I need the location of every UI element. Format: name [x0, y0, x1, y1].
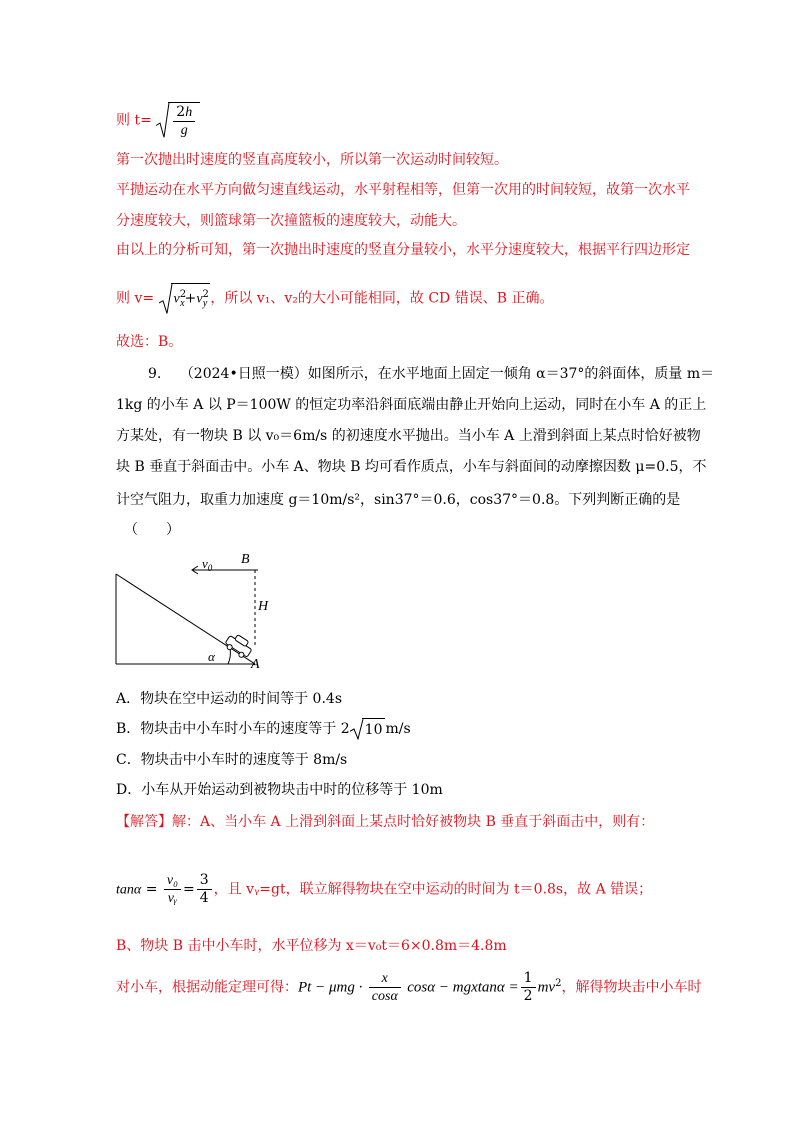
option-b-suffix: m/s: [385, 721, 411, 737]
para-line4: 由以上的分析可知，第一次抛出时速度的竖直分量较小，水平分速度较大，根据平行四边形定: [116, 242, 690, 258]
eq-part3-sup: 2: [555, 977, 562, 989]
label-A: A: [251, 657, 260, 672]
label-B: B: [241, 552, 250, 567]
question-paren: （ ）: [124, 522, 180, 538]
question-line4: 块 B 垂直于斜面击中。小车 A、物块 B 均可看作质点，小车与斜面间的动摩擦因数 μ=0.5，不: [116, 459, 707, 475]
option-c: C．物块击中小车时的速度等于 8m/s: [116, 752, 348, 768]
option-b-prefix: B．物块击中小车时小车的速度等于 2: [116, 721, 350, 737]
sqrt-num: 2: [176, 104, 186, 120]
answer-line: 故选：B。: [116, 334, 183, 350]
eq-part2: cosα − mgxtanα =: [407, 979, 519, 996]
eq2: =: [182, 881, 195, 898]
sqrt-vx-vy: [159, 283, 211, 314]
question-line3: 方某处，有一物块 B 以 v₀＝6m/s 的初速度水平抛出。当小车 A 上滑到斜面上某点时恰好被物: [116, 428, 701, 444]
solution-s2-rest: ，且 vᵧ=gt，联立解得物块在空中运动的时间为 t＝0.8s，故 A 错误；: [213, 881, 653, 898]
label-v0: $v_0$: [202, 556, 213, 573]
ze-v-prefix: 则 v: [116, 290, 143, 307]
radical-sign-icon: [156, 102, 170, 139]
vx: v: [173, 291, 180, 307]
question-line2: 1kg 的小车 A 以 P＝100W 的恒定功率沿斜面底端由静止开始向上运动，同时在小车 A 的正上: [116, 397, 707, 413]
option-b: [116, 718, 411, 740]
eq-part3: mv: [537, 979, 556, 996]
option-a: A．物块在空中运动的时间等于 0.4s: [116, 691, 343, 707]
question-p1: （2024•日照一模）如图所示，在水平地面上固定一倾角 α＝37°的斜面体，质量 m＝: [179, 366, 715, 382]
sqrt-2h-over-g: [156, 102, 200, 139]
eq-frac-den: cosα: [371, 989, 398, 1004]
option-d: D．小车从开始运动到被物块击中时的位移等于 10m: [116, 782, 443, 798]
solution-line3: B、物块 B 击中小车时，水平位移为 x＝v₀t＝6×0.8m＝4.8m: [116, 938, 507, 954]
para-line5: [116, 283, 553, 314]
solution-s4-prefix: 对小车，根据动能定理可得：: [116, 979, 298, 996]
eq1: =: [145, 881, 158, 898]
solution-s1: 解：A、当小车 A 上滑到斜面上某点时恰好被物块 B 垂直于斜面击中，则有：: [172, 814, 655, 830]
solution-tag: 【解答】: [116, 814, 172, 830]
eq-half-num: 1: [521, 970, 536, 988]
ze-t-prefix: 则 t=: [116, 112, 152, 129]
plus: +: [184, 290, 197, 307]
incline-figure: [110, 548, 270, 673]
vy-sub: y: [202, 298, 208, 310]
vx-sub: x: [180, 298, 185, 310]
eq-part1: Pt − μmg ·: [298, 979, 363, 996]
label-H: H: [258, 599, 269, 614]
sqrt-den: g: [180, 123, 188, 138]
question-line5: 计空气阻力，取重力加速度 g＝10m/s²，sin37°＝0.6，cos37°＝0.8。下列判断正确的是: [116, 492, 681, 508]
line-t-formula: [116, 102, 200, 139]
tan-lhs: tanα: [116, 882, 142, 898]
eq-frac-num: x: [369, 970, 401, 988]
vx-sup: 2: [179, 289, 187, 300]
question-number: 9.: [148, 366, 162, 382]
solution-s4-suffix: ，解得物块击中小车时: [561, 979, 702, 996]
frac2-den: 4: [199, 890, 209, 906]
line5-rest: ，所以 v₁、v₂的大小可能相同，故 CD 错误、B 正确。: [210, 290, 554, 307]
sqrt-var-h: h: [185, 105, 193, 120]
solution-line1: [116, 812, 654, 832]
radical-sign-icon: [159, 283, 173, 314]
frac1-num: v₀: [164, 872, 181, 890]
para-line3: 分速度较大，则篮球第一次撞篮板的速度较大，动能大。: [116, 213, 466, 229]
solution-line4: [116, 970, 701, 1005]
vy: v: [196, 291, 203, 307]
alpha-arc: [228, 648, 230, 664]
frac2-num: 3: [197, 872, 212, 890]
radical-sign-icon: [350, 718, 364, 740]
option-b-rad: 10: [362, 718, 386, 740]
vy-sup: 2: [202, 289, 209, 300]
option-b-sqrt: [350, 718, 386, 740]
question-line1: [148, 364, 714, 384]
solution-line2: [116, 872, 652, 907]
para-line2: 平抛运动在水平方向做匀速直线运动，水平射程相等，但第一次用的时间较短，故第一次水平: [116, 182, 690, 198]
eq-sign: =: [142, 290, 155, 307]
eq-half-den: 2: [523, 988, 533, 1004]
cart-icon: [223, 631, 254, 660]
frac1-den: vᵧ: [167, 891, 178, 906]
label-alpha: α: [208, 649, 215, 664]
para-line1: 第一次抛出时速度的竖直高度较小，所以第一次运动时间较短。: [116, 152, 508, 168]
